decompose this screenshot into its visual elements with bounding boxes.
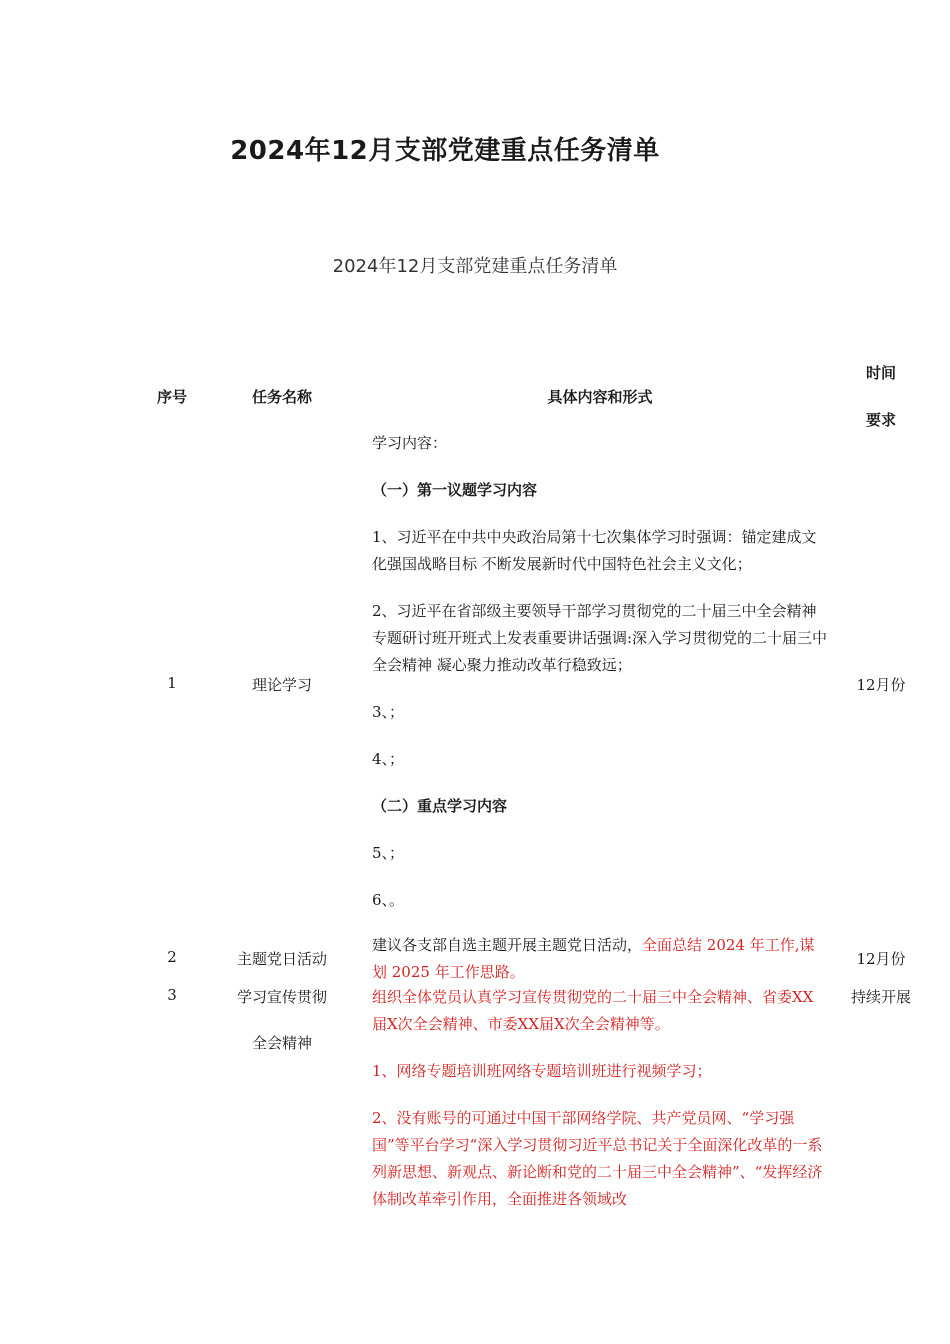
row1-item6: 6、。	[372, 891, 405, 909]
row3-task-name-line2: 全会精神	[251, 1034, 312, 1052]
row2-content-highlight: 全面总结 2024 年工作,谋划 2025 年工作思路。	[372, 936, 815, 981]
row2-content-text: 建议各支部自选主题开展主题党日活动，	[372, 936, 643, 954]
row3-content	[372, 984, 828, 1213]
row3-content-item2: 2、没有账号的可通过中国干部网络学院、共产党员网、“学习强国”等平台学习“深入学习贯彻习近平总书记关于全面深化改革的一系列新思想、新观点、新论断和党的二十届三中全会精神”、“发挥经济体制改革牵引作用，全面推进各领域改	[372, 1109, 823, 1208]
row1-item2: 2、习近平在省部级主要领导干部学习贯彻党的二十届三中全会精神专题研讨班开班式上发表重要讲话强调:深入学习贯彻党的二十届三中全会精神 凝心聚力推动改革行稳致远；	[372, 602, 828, 674]
row1-item1: 1、习近平在中共中央政治局第十七次集体学习时强调：锚定建成文化强国战略目标 不断发展新时代中国特色社会主义文化；	[372, 528, 817, 573]
row1-item5: 5、；	[372, 844, 405, 862]
document-subtitle: 2024年12月支部党建重点任务清单	[332, 256, 618, 277]
row3-task-name-line1: 学习宣传贯彻	[236, 988, 327, 1006]
header-time-line1: 时间	[865, 364, 896, 382]
row1-time: 12月份	[856, 676, 906, 694]
header-seq: 序号	[156, 388, 187, 406]
row1-content	[372, 430, 828, 914]
row3-seq: 3	[167, 986, 177, 1004]
row2-seq: 2	[167, 948, 177, 966]
document-title: 2024年12月支部党建重点任务清单	[230, 136, 660, 166]
row2-content	[372, 932, 828, 986]
row1-section2-heading: （二）重点学习内容	[372, 797, 508, 815]
row1-task-name: 理论学习	[251, 676, 312, 694]
row1-item4: 4、；	[372, 750, 405, 768]
header-time-line2: 要求	[865, 411, 896, 429]
row3-content-intro: 组织全体党员认真学习宣传贯彻党的二十届三中全会精神、省委XX届X次全会精神、市委XX届X次全会精神等。	[372, 988, 814, 1033]
row3-time: 持续开展	[850, 988, 911, 1006]
row2-task-name: 主题党日活动	[236, 950, 327, 968]
row3-content-item1: 1、网络专题培训班网络专题培训班进行视频学习；	[372, 1062, 712, 1080]
row1-intro: 学习内容：	[372, 434, 448, 452]
header-content: 具体内容和形式	[547, 388, 653, 406]
row1-seq: 1	[167, 674, 177, 692]
header-task-name: 任务名称	[251, 388, 312, 406]
row1-section1-heading: （一）第一议题学习内容	[372, 481, 538, 499]
row2-time: 12月份	[856, 950, 906, 968]
row1-item3: 3、；	[372, 703, 405, 721]
